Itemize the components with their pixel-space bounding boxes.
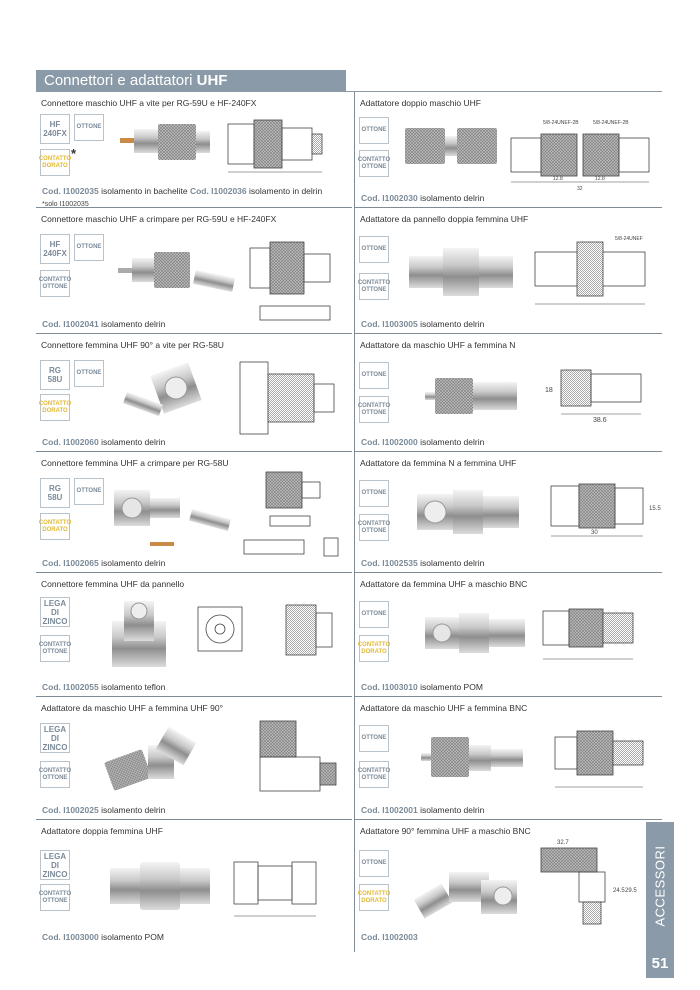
technical-drawing <box>535 834 643 934</box>
footnote: *solo I1002035 <box>42 201 89 208</box>
badge-contact: CONTATTO OTTONE <box>40 635 70 662</box>
connector-photo <box>110 478 240 558</box>
product-title: Connettore femmina UHF 90° a vite per RG-58U <box>41 340 224 350</box>
product-title: Connettore maschio UHF a vite per RG-59U e HF-240FX <box>41 98 257 108</box>
badge-material: OTTONE <box>359 362 389 389</box>
badge-contact: CONTATTO DORATO <box>359 884 389 911</box>
product-cell-1002000: Adattatore da maschio UHF a femmina N OTTONE CONTATTO OTTONE 18 38.6 Cod. I1002000 isolamento delrin <box>354 334 662 452</box>
product-cell-1003005: Adattatore da pannello doppia femmina UHF OTTONE CONTATTO OTTONE 5/8-24UNEF Cod. I1003005 isolamento delrin <box>354 208 662 334</box>
badge-material: LEGA DI ZINCO <box>40 850 70 880</box>
badge-contact: CONTATTO OTTONE <box>359 514 389 541</box>
product-title: Adattatore doppio maschio UHF <box>360 98 481 108</box>
connector-photo <box>104 727 204 797</box>
page-number: 51 <box>646 950 674 978</box>
svg-text:15.5: 15.5 <box>649 506 661 512</box>
product-title: Adattatore da pannello doppia femmina UHF <box>360 214 529 224</box>
connector-photo <box>106 856 216 916</box>
connector-photo <box>403 122 499 170</box>
badge-material: OTTONE <box>359 117 389 144</box>
product-cell-1002025: Adattatore da maschio UHF a femmina UHF 90° LEGA DI ZINCO CONTATTO OTTONE Cod. I1002025 isolamento delrin <box>36 697 352 820</box>
svg-text:18: 18 <box>545 387 553 394</box>
badge-material: OTTONE <box>359 601 389 628</box>
technical-drawing <box>232 344 348 450</box>
product-cell-1002065: Connettore femmina UHF a crimpare per RG-58U RG 58U OTTONE CONTATTO DORATO Cod. I1002065 isolamento delrin <box>36 452 352 573</box>
badge-contact: CONTATTO OTTONE <box>40 270 70 297</box>
badge-material: OTTONE <box>359 480 389 507</box>
svg-text:38.6: 38.6 <box>593 417 607 424</box>
product-title: Adattatore 90° femmina UHF a maschio BNC <box>360 826 531 836</box>
star-mark: * <box>71 146 77 161</box>
product-cell-1003000: Adattatore doppia femmina UHF LEGA DI ZINCO CONTATTO OTTONE Cod. I1003000 isolamento POM <box>36 820 352 952</box>
technical-drawing <box>545 482 661 542</box>
badge-contact: CONTATTO OTTONE <box>359 761 389 788</box>
product-cell-1002041: Connettore maschio UHF a crimpare per RG-59U e HF-240FX HF 240FX OTTONE CONTATTO OTTONE Cod. I1002041 isolamento delrin <box>36 208 352 334</box>
svg-text:12.8: 12.8 <box>553 176 563 182</box>
badge-material: OTTONE <box>359 725 389 752</box>
svg-text:30: 30 <box>591 530 598 536</box>
badge-contact: CONTATTO OTTONE <box>40 884 70 911</box>
product-cell-1002055: Connettore femmina UHF da pannello LEGA DI ZINCO CONTATTO OTTONE Cod. I1002055 isolamento teflon <box>36 573 352 697</box>
badge-contact: CONTATTO DORATO <box>40 149 70 176</box>
product-cell-1003010: Adattatore da femmina UHF a maschio BNC OTTONE CONTATTO DORATO Cod. I1003010 isolamento POM <box>354 573 662 697</box>
product-cell-1002001: Adattatore da maschio UHF a femmina BNC OTTONE CONTATTO OTTONE Cod. I1002001 isolamento delrin <box>354 697 662 820</box>
technical-drawing <box>535 601 659 667</box>
technical-drawing <box>505 114 655 192</box>
badge-cable: HF 240FX <box>40 114 70 144</box>
svg-text:5/8-24UNEF: 5/8-24UNEF <box>615 236 643 242</box>
section-tab: ACCESSORI <box>646 822 674 950</box>
connector-photo <box>116 362 216 422</box>
connector-photo <box>419 729 531 789</box>
product-cell-1002035: Connettore maschio UHF a vite per RG-59U e HF-240FX HF 240FX OTTONE CONTATTO DORATO * Cod. I1002035 isolamento in bachelite Cod. I1002036 isolamento in delrin *solo I1002035 <box>36 92 352 208</box>
badge-cable: RG 58U <box>40 478 70 508</box>
badge-material: LEGA DI ZINCO <box>40 723 70 753</box>
badge-contact: CONTATTO OTTONE <box>359 396 389 423</box>
badge-material: OTTONE <box>359 850 389 877</box>
svg-text:29.5: 29.5 <box>625 888 637 894</box>
svg-text:32: 32 <box>577 186 583 192</box>
badge-material: OTTONE <box>74 234 104 261</box>
product-title: Adattatore da femmina N a femmina UHF <box>360 458 517 468</box>
product-cell-1002535: Adattatore da femmina N a femmina UHF OTTONE CONTATTO OTTONE 15.5 30 Cod. I1002535 isolamento delrin <box>354 452 662 573</box>
badge-material: OTTONE <box>74 478 104 505</box>
product-title: Adattatore da femmina UHF a maschio BNC <box>360 579 528 589</box>
product-title: Adattatore da maschio UHF a femmina BNC <box>360 703 528 713</box>
technical-drawing <box>246 228 350 332</box>
technical-drawing <box>226 711 346 815</box>
technical-drawing <box>226 114 346 176</box>
badge-contact: CONTATTO OTTONE <box>359 273 389 300</box>
connector-photo <box>405 242 517 302</box>
product-title: Connettore femmina UHF da pannello <box>41 579 185 589</box>
product-cell-1002060: Connettore femmina UHF 90° a vite per RG-58U RG 58U OTTONE CONTATTO DORATO Cod. I1002060 isolamento delrin <box>36 334 352 452</box>
badge-cable: RG 58U <box>40 360 70 390</box>
badge-material: OTTONE <box>74 114 104 141</box>
svg-text:5/8-24UNEF-2B: 5/8-24UNEF-2B <box>543 120 579 126</box>
technical-drawing <box>531 230 659 312</box>
badge-contact: CONTATTO OTTONE <box>40 761 70 788</box>
connector-photo <box>413 482 525 542</box>
badge-material: OTTONE <box>359 236 389 263</box>
connector-photo <box>114 244 244 304</box>
product-title: Connettore maschio UHF a crimpare per RG-59U e HF-240FX <box>41 214 277 224</box>
badge-contact: CONTATTO DORATO <box>359 635 389 662</box>
connector-photo <box>411 850 531 930</box>
badge-contact: CONTATTO DORATO <box>40 394 70 421</box>
product-title: Adattatore da maschio UHF a femmina N <box>360 340 516 350</box>
page-title: Connettori e adattatori UHF <box>36 70 346 92</box>
connector-photo <box>421 603 531 663</box>
technical-drawing <box>236 468 348 568</box>
product-cell-1002003: Adattatore 90° femmina UHF a maschio BNC OTTONE CONTATTO DORATO 32.7 24.5 29.5 Cod. I1002003 <box>354 820 644 952</box>
svg-text:24.5: 24.5 <box>613 888 625 894</box>
technical-drawing <box>543 364 655 424</box>
connector-photo <box>106 597 186 677</box>
technical-drawing <box>226 856 336 926</box>
svg-text:5/8-24UNEF-2B: 5/8-24UNEF-2B <box>593 120 629 126</box>
badge-cable: HF 240FX <box>40 234 70 264</box>
technical-drawing <box>192 597 350 677</box>
product-title: Adattatore da maschio UHF a femmina UHF 90° <box>41 703 223 713</box>
product-cell-1002030: Adattatore doppio maschio UHF OTTONE CONTATTO OTTONE 5/8-24UNEF-2B 5/8-24UNEF-2B 12.8 12.8 32 Cod. I1002030 isolamento delrin <box>354 92 662 208</box>
badge-contact: CONTATTO OTTONE <box>359 150 389 177</box>
svg-text:12.8: 12.8 <box>595 176 605 182</box>
technical-drawing <box>545 723 657 795</box>
connector-photo <box>116 116 216 170</box>
connector-photo <box>423 370 523 422</box>
svg-text:32.7: 32.7 <box>557 840 569 846</box>
badge-material: OTTONE <box>74 360 104 387</box>
product-title: Connettore femmina UHF a crimpare per RG-58U <box>41 458 229 468</box>
badge-material: LEGA DI ZINCO <box>40 597 70 627</box>
badge-contact: CONTATTO DORATO <box>40 513 70 540</box>
product-title: Adattatore doppia femmina UHF <box>41 826 163 836</box>
